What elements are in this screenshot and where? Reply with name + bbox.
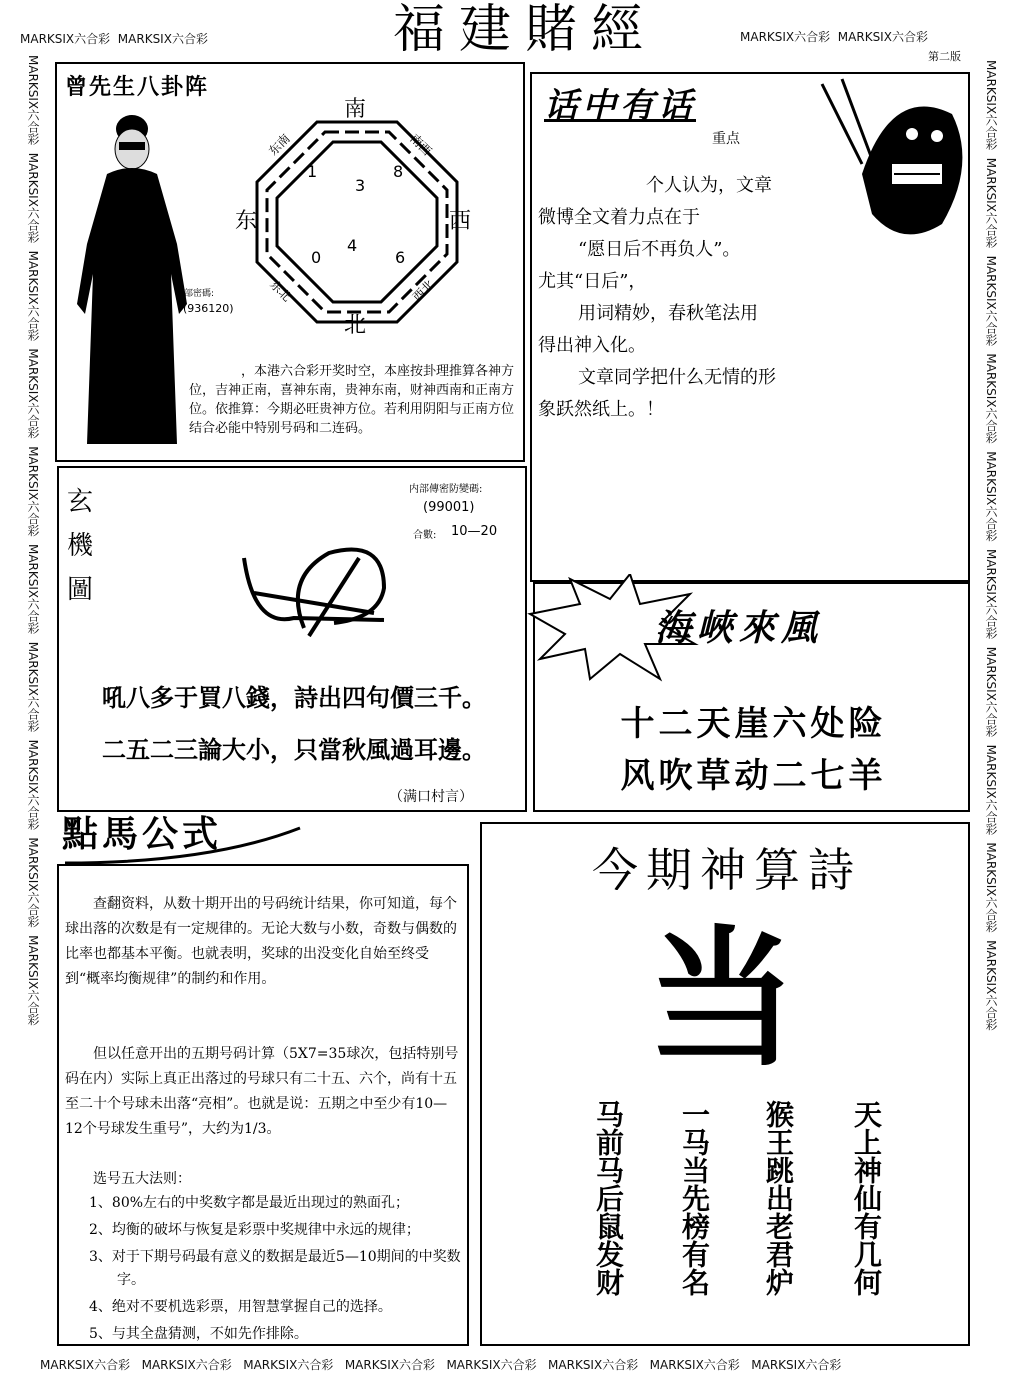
dianma-rules (89, 1192, 461, 1346)
haixia-line2: 风吹草动二七羊 (620, 756, 887, 796)
brand-text: MARKSIX六合彩 (141, 1358, 232, 1372)
brand-text: MARKSIX六合彩 (26, 446, 40, 537)
bagua-number: 6 (395, 248, 406, 267)
text-line: 尤其“日后”， (538, 271, 647, 292)
heading-char: 機 (67, 531, 94, 561)
brand-text: MARKSIX六合彩 (548, 1358, 639, 1372)
dianma-para2: 但以任意开出的五期号码计算（5X7=35球次，包括特别号码在内）实际上真正出落过的号球只有二十五、六个，尚有十五至二十个号球未出落“亮相”。也就是说：五期之中至少有10—12个号球发生重号”，大约为1/3。 (65, 1046, 459, 1137)
brand-text: MARKSIX六合彩 (649, 1358, 740, 1372)
portrait-label: 内部密碼: (175, 289, 215, 299)
dianma-heading: 點馬公式 (62, 813, 223, 855)
xuanji-poem-line2: 二五二三論大小，只當秋風過耳邊。 (102, 735, 486, 764)
xuanji-heading (67, 480, 103, 612)
rule-item: 3、对于下期号码最有意义的数据是最近5—10期间的中奖数字。 (89, 1249, 461, 1288)
brand-text: MARKSIX六合彩 (984, 451, 998, 542)
dianma-rules-title: 选号五大法则： (93, 1171, 191, 1187)
portrait-code: (936120) (183, 302, 234, 315)
text-line: 得出神入化。 (538, 335, 646, 356)
brand-text: MARKSIX六合彩 (26, 739, 40, 830)
text-line: 微博全文着力点在于 (538, 207, 700, 228)
dir-southeast: 东南 (265, 131, 293, 159)
heading-char: 圖 (67, 575, 94, 605)
brand-text: MARKSIX六合彩 (243, 1358, 334, 1372)
xuanji-panel (57, 466, 527, 812)
top-border-left (20, 30, 310, 50)
xuanji-poem-line1: 吼八多于買八錢，詩出四句價三千。 (102, 683, 486, 712)
heading-char: 玄 (67, 487, 94, 517)
brand-text: MARKSIX六合彩 (26, 152, 40, 243)
poem-column: 天上神仙有几何 (850, 1100, 883, 1296)
bagua-heading: 曾先生八卦阵 (65, 74, 210, 100)
bagua-text: ，本港六合彩开奖时空，本座按卦理推算各神方位，吉神正南，喜神东南，贵神东南，财神西南和正南方位。依推算：今期必旺贵神方位。若利用阴阳与正南方位结合必能中特别号码和二连码。 (189, 364, 515, 436)
poem-column: 猴王跳出老君炉 (762, 1100, 795, 1296)
xuanji-count-label: 合數: (413, 530, 437, 541)
brand-text: MARKSIX六合彩 (984, 744, 998, 835)
dir-northeast: 东北 (267, 277, 295, 305)
brand-text: MARKSIX六合彩 (26, 348, 40, 439)
bagua-number: 4 (347, 236, 358, 255)
poem-column: 马前马后鼠发财 (592, 1100, 625, 1296)
brand-text: MARKSIX六合彩 (446, 1358, 537, 1372)
huazhong-heading: 话中有话 (544, 86, 696, 126)
shensuan-heading: 今期神算詩 (592, 843, 862, 897)
dir-southwest: 南西 (407, 131, 435, 159)
brand-text: MARKSIX六合彩 (40, 1358, 131, 1372)
text-line: “愿日后不再负人”。 (578, 239, 741, 260)
haixia-heading: 海峽來風 (655, 607, 824, 649)
brand-text: MARKSIX六合彩 (984, 940, 998, 1031)
top-border-right (740, 28, 1010, 48)
xuanji-code: (99001) (423, 500, 475, 515)
text-line: 用词精妙，春秋笔法用 (578, 303, 758, 324)
brand-text: MARKSIX六合彩 (117, 32, 208, 46)
text-line: 象跃然纸上。！ (538, 399, 664, 420)
dianma-panel (57, 864, 469, 1346)
rule-item: 4、绝对不要机选彩票，用智慧掌握自己的选择。 (89, 1299, 392, 1315)
left-border (22, 55, 42, 1355)
brand-text: MARKSIX六合彩 (20, 32, 111, 46)
edition-label: 第二版 (928, 50, 961, 63)
xuanji-diagram (234, 538, 404, 648)
huazhong-subheading: 重点 (712, 131, 740, 147)
brand-text: MARKSIX六合彩 (751, 1358, 842, 1372)
bottom-border (40, 1356, 990, 1376)
right-border (980, 60, 1000, 1360)
brand-text: MARKSIX六合彩 (344, 1358, 435, 1372)
xuanji-code-label: 内部傳密防變碼: (409, 484, 483, 495)
poem-column: 一马当先榜有名 (678, 1100, 711, 1296)
brand-text: MARKSIX六合彩 (984, 157, 998, 248)
dir-north: 北 (344, 313, 367, 338)
haixia-panel (533, 582, 970, 812)
brand-text: MARKSIX六合彩 (984, 255, 998, 346)
bagua-number: 8 (393, 162, 404, 181)
huazhong-body (538, 170, 838, 426)
brand-text: MARKSIX六合彩 (984, 842, 998, 933)
xuanji-source: （满口村言） (389, 789, 473, 805)
dir-east: 东 (235, 209, 258, 234)
bagua-number: 3 (355, 176, 366, 195)
bagua-panel (55, 62, 525, 462)
huazhong-panel (530, 72, 970, 582)
bagua-number: 0 (311, 248, 322, 267)
xuanji-count: 10—20 (451, 524, 498, 539)
brand-text: MARKSIX六合彩 (26, 837, 40, 928)
brand-text: MARKSIX六合彩 (26, 935, 40, 1026)
dir-south: 南 (344, 97, 367, 122)
haixia-line1: 十二天崖六处险 (620, 704, 887, 744)
bagua-number: 1 (307, 162, 318, 181)
page-title: 福建賭經 (392, 0, 657, 60)
brand-text: MARKSIX六合彩 (984, 353, 998, 444)
rule-item: 1、80%左右的中奖数字都是最近出现过的熟面孔； (89, 1195, 410, 1211)
brand-text: MARKSIX六合彩 (984, 646, 998, 737)
text-line: 个人认为，文章 (646, 175, 772, 196)
brand-text: MARKSIX六合彩 (26, 641, 40, 732)
dir-northwest: 西北 (409, 277, 437, 305)
portrait-figure (67, 104, 197, 454)
brand-text: MARKSIX六合彩 (837, 30, 928, 44)
shensuan-panel (480, 822, 970, 1346)
rule-item: 2、均衡的破坏与恢复是彩票中奖规律中永远的规律； (89, 1222, 420, 1238)
text-line: 文章同学把什么无情的形 (578, 367, 776, 388)
brand-text: MARKSIX六合彩 (984, 548, 998, 640)
brand-text: MARKSIX六合彩 (26, 543, 40, 635)
dianma-para1: 查翻资料，从数十期开出的号码统计结果，你可知道，每个球出落的次数是有一定规律的。无论大数与小数，奇数与偶数的比率也都基本平衡。也就表明，奖球的出没变化自始至终受到“概率均衡规律”的制约和作用。 (65, 896, 457, 987)
dir-west: 西 (449, 209, 472, 234)
brand-text: MARKSIX六合彩 (26, 250, 40, 341)
brand-text: MARKSIX六合彩 (984, 60, 998, 151)
rule-item: 5、与其全盘猜测，不如先作排除。 (89, 1326, 308, 1342)
brand-text: MARKSIX六合彩 (26, 55, 40, 146)
brand-text: MARKSIX六合彩 (740, 30, 831, 44)
shensuan-big-char: 当 (646, 911, 797, 1087)
